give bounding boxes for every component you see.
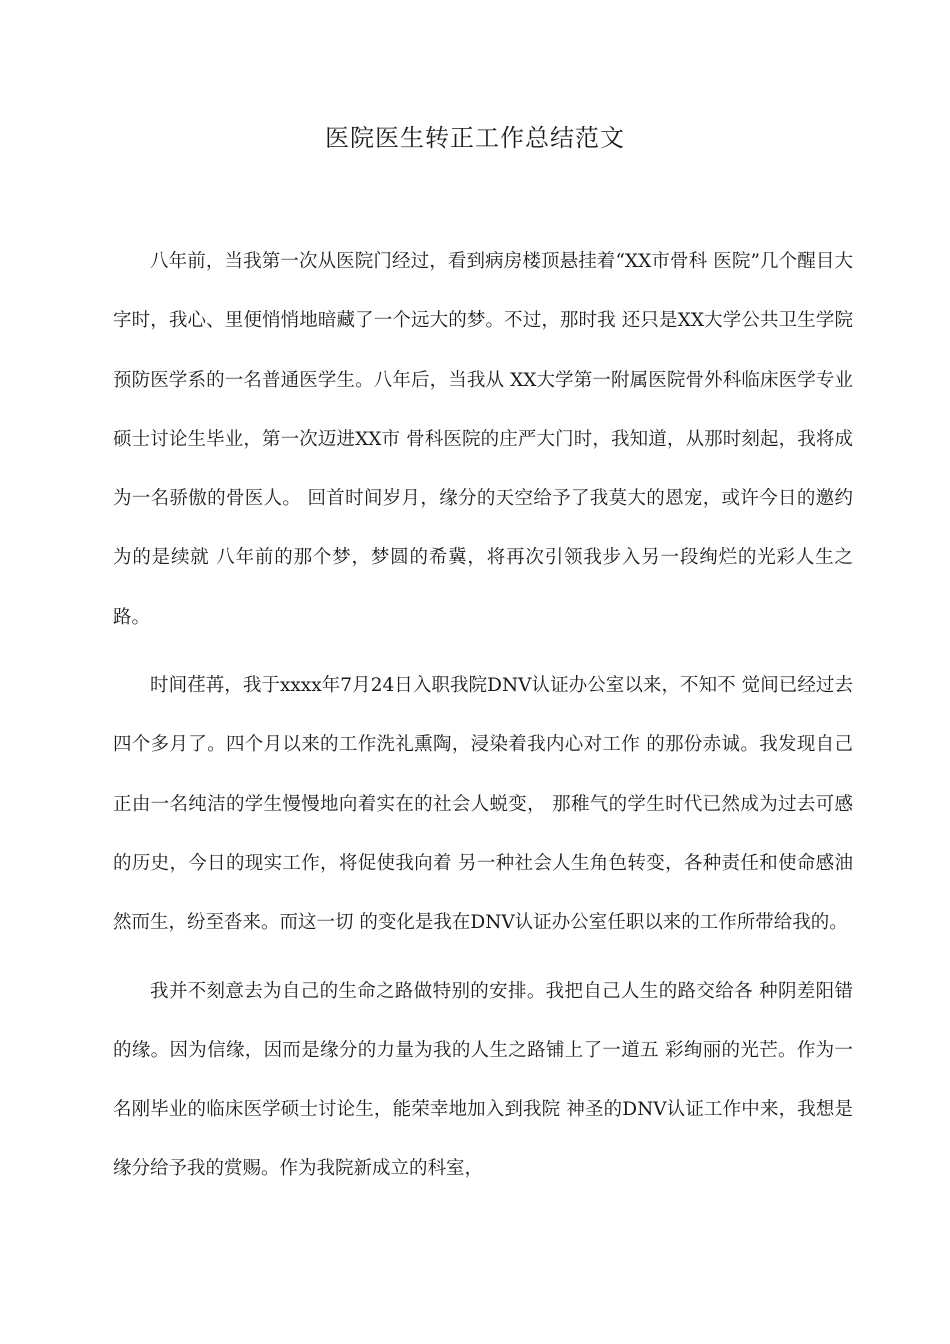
paragraph-2: 时间荏苒，我于xxxx年7月24日入职我院DNV认证办公室以来，不知不 觉间已经过去四个多月了。四个月以来的工作洗礼熏陶，浸染着我内心对工作 的那份赤诚。我发现自己正由一名纯洁的学生慢慢地向着实在的社会人蜕变， 那稚气的学生时代已然成为过去可感的历史，今日的现实工作，将促使我向着 另一种社会人生角色转变，各种责任和使命感油然而生，纷至沓来。而这一切 的变化是我在DNV认证办公室任职以来的工作所带给我的。 (113, 675, 853, 934)
document-title: 医院医生转正工作总结范文 (325, 124, 625, 152)
document-body (113, 232, 853, 1208)
paragraph-3: 我并不刻意去为自己的生命之路做特别的安排。我把自己人生的路交给各 种阴差阳错的缘。因为信缘，因而是缘分的力量为我的人生之路铺上了一道五 彩绚丽的光芒。作为一名刚毕业的临床医学硕士讨论生，能荣幸地加入到我院 神圣的DNV认证工作中来，我想是缘分给予我的赏赐。作为我院新成立的科室， (113, 980, 853, 1180)
paragraph-1: 八年前，当我第一次从医院门经过，看到病房楼顶悬挂着“XX市骨科 医院”几个醒目大字时，我心、里便悄悄地暗藏了一个远大的梦。不过，那时我 还只是XX大学公共卫生学院预防医学系的一名普通医学生。八年后，当我从 XX大学第一附属医院骨外科临床医学专业硕士讨论生毕业，第一次迈进XX市 骨科医院的庄严大门时，我知道，从那时刻起，我将成为一名骄傲的骨医人。 回首时间岁月，缘分的天空给予了我莫大的恩宠，或许今日的邀约为的是续就 八年前的那个梦，梦圆的希冀，将再次引领我步入另一段绚烂的光彩人生之路。 (113, 251, 853, 628)
